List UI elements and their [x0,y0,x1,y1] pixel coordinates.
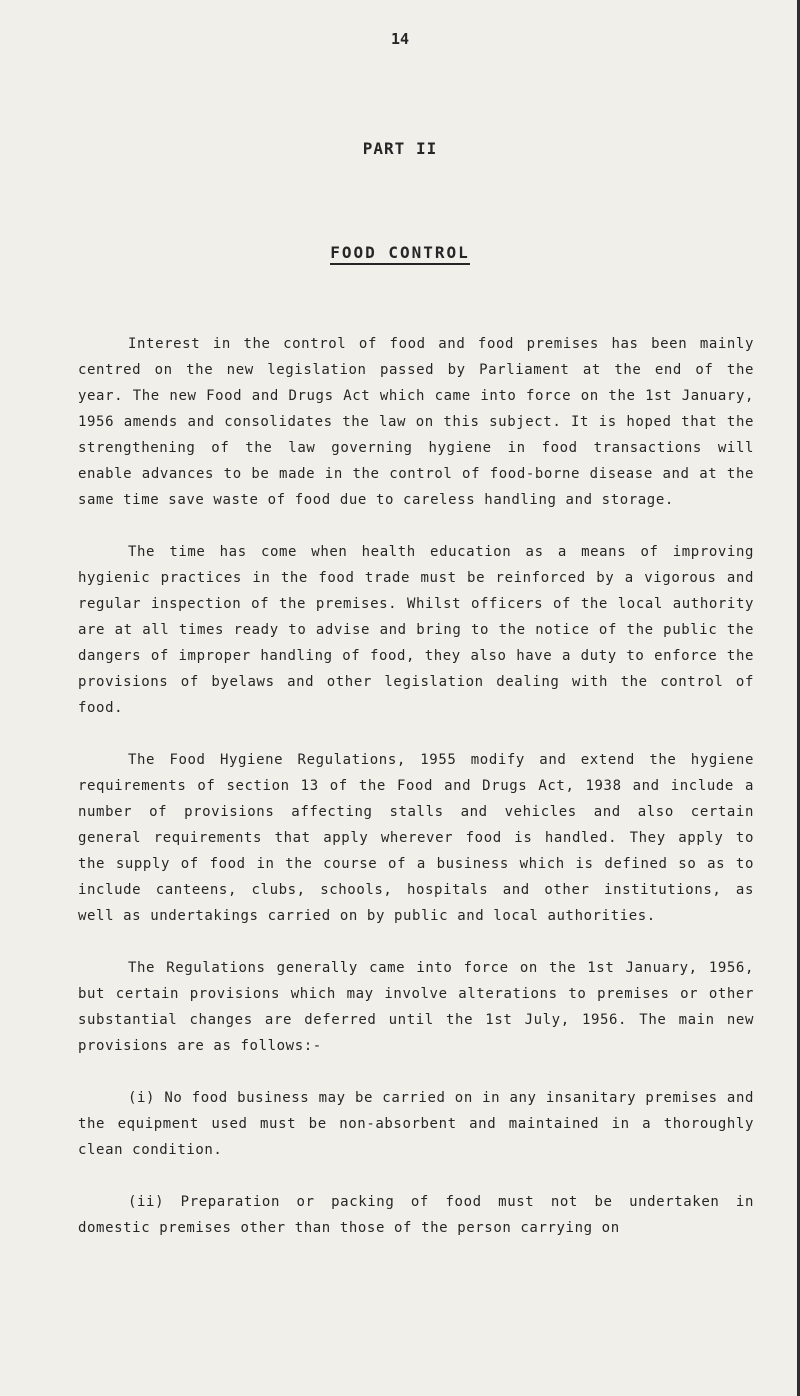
body-text [78,331,754,1267]
part-heading: PART II [362,139,438,158]
paragraph-intro: Interest in the control of food and food premises has been mainly centred on the new legislation passed by Parliament at the end of the year. The new Food and Drugs Act which came into force on the 1st January, 1956 amends and consolidates the law on this subject. It is hoped that the strengthening of the law governing hygiene in food transactions will enable advances to be made in the control of food-borne disease and at the same time save waste of food due to careless handling and storage. [78,336,754,508]
section-title-text: FOOD CONTROL [330,243,470,265]
section-title [0,243,800,262]
provision-item-ii: (ii) Preparation or packing of food must not be undertaken in domestic premises other than those of the person carrying on [78,1194,754,1236]
paragraph-health-education: The time has come when health education as a means of improving hygienic practices in the food trade must be reinforced by a vigorous and regular inspection of the premises. Whilst officers of the local authority are at all times ready to advise and bring to the notice of the public the dangers of improper handling of food, they also have a duty to enforce the provisions of byelaws and other legislation dealing with the control of food. [78,544,754,716]
provision-item-i: (i) No food business may be carried on in any insanitary premises and the equipment used must be non-absorbent and maintained in a thoroughly clean condition. [78,1090,754,1158]
paragraph-regulations-in-force: The Regulations generally came into force on the 1st January, 1956, but certain provisions which may involve alterations to premises or other substantial changes are deferred until the 1st July, 1956. The main new provisions are as follows:- [78,960,754,1054]
paragraph-food-hygiene-regulations: The Food Hygiene Regulations, 1955 modify and extend the hygiene requirements of section 13 of the Food and Drugs Act, 1938 and include a number of provisions affecting stalls and vehicles and also certain general requirements that apply wherever food is handled. They apply to the supply of food in the course of a business which is defined so as to include canteens, clubs, schools, hospitals and other institutions, as well as undertakings carried on by public and local authorities. [78,752,754,924]
page-number: 14 [390,30,410,48]
